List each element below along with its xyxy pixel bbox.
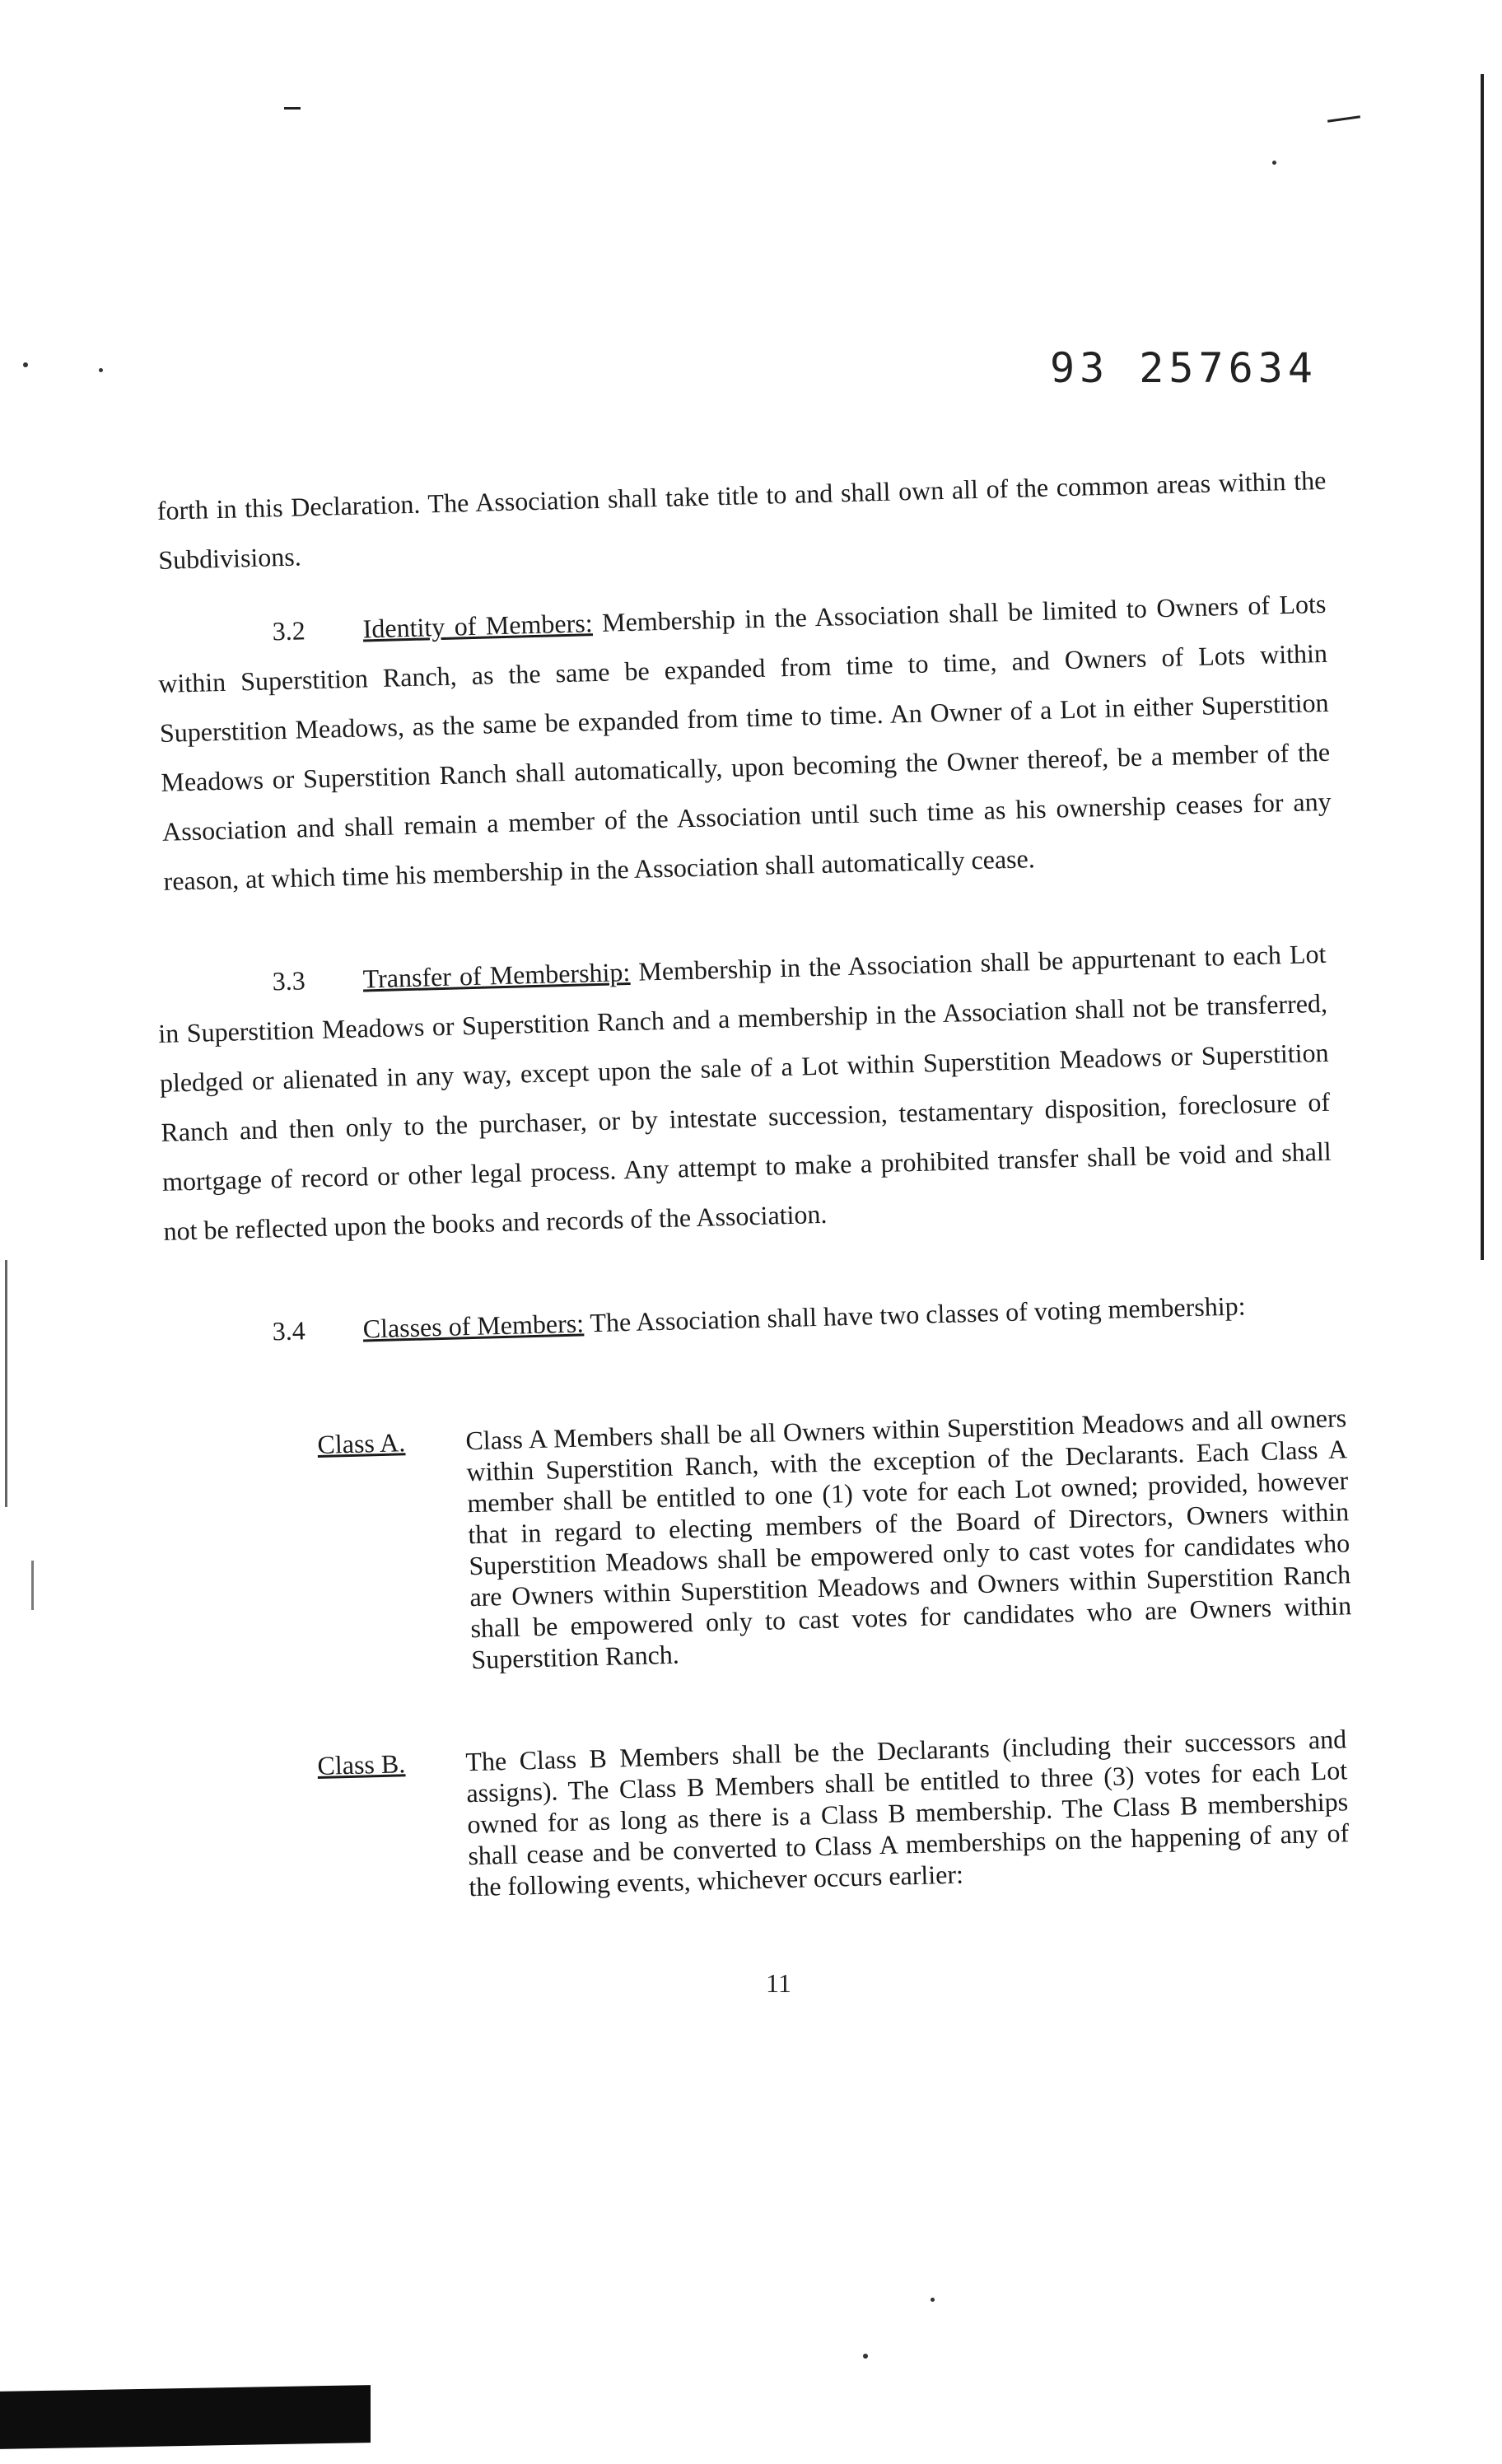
scan-speck	[99, 368, 103, 372]
class-a-entry	[317, 1402, 1353, 1679]
intro-text: forth in this Declaration. The Association shall take title to and shall own all of the common areas within the Subdivisions.	[156, 464, 1327, 575]
class-a-label: Class A.	[317, 1427, 406, 1459]
recording-number: 93 257634	[1050, 344, 1318, 392]
scan-speck	[931, 2298, 935, 2302]
scan-dark-edge	[0, 2385, 371, 2449]
section-paragraph	[156, 929, 1333, 1256]
section-number: 3.3	[272, 965, 306, 996]
section-paragraph	[156, 1279, 1327, 1359]
intro-paragraph	[156, 455, 1328, 585]
section-number: 3.2	[272, 615, 306, 646]
section-paragraph	[156, 579, 1333, 906]
section-3-4	[156, 1279, 1327, 1359]
scan-dash	[284, 107, 301, 110]
section-3-3	[156, 929, 1333, 1256]
scan-edge-line-left-lower	[31, 1561, 34, 1610]
scan-edge-line-right	[1481, 74, 1484, 1260]
scan-edge-line-left	[5, 1260, 7, 1507]
class-b-text: The Class B Members shall be the Declarants (including their successors and assigns). The Class B Members shall be entitled to three (3) votes for each Lot owned for as long as there is a Class B membership. The Class B memberships shall cease and be converted to Class A memberships on the happening of any of the following events, whichever occurs earlier:	[464, 1724, 1350, 1902]
section-3-2	[156, 579, 1333, 906]
section-title: Transfer of Membership:	[362, 956, 631, 994]
scan-speck	[23, 362, 28, 367]
scan-speck	[863, 2354, 868, 2359]
section-text: The Association shall have two classes of voting membership:	[589, 1290, 1246, 1338]
section-text: Membership in the Association shall be appurtenant to each Lot in Superstition Meadows or Superstition Ranch and a membership in the Association shall not be transferred, pledged or alienated in any way, except upon the sale of a Lot within Superstition Meadows or Superstition Ranch and then only to the purchaser, or by intestate succession, testamentary disposition, foreclosure of mortgage of record or other legal process. Any attempt to make a prohibited transfer shall be void and shall not be reflected upon the books and records of the Association.	[157, 938, 1332, 1246]
scan-speck	[1272, 161, 1276, 165]
section-title: Classes of Members:	[362, 1308, 585, 1344]
class-b-entry	[317, 1723, 1350, 1906]
class-b-label: Class B.	[317, 1748, 406, 1780]
section-number: 3.4	[272, 1315, 306, 1346]
section-text: Membership in the Association shall be limited to Owners of Lots within Superstition Ranch, as the same be expanded from time to time, and Owners of Lots within Superstition Meadows, as the same be expanded from time to time. An Owner of a Lot in either Superstition Meadows or Superstition Ranch shall automatically, upon becoming the Owner thereof, be a member of the Association and shall remain a member of the Association until such time as his ownership ceases for any reason, at which time his membership in the Association shall automatically cease.	[157, 588, 1332, 896]
page-number: 11	[766, 1968, 791, 1998]
class-a-text: Class A Members shall be all Owners within Superstition Meadows and all owners within Superstition Ranch, with the exception of the Declarants. Each Class A member shall be entitled to one (1) vote for each Lot owned; provided, however that in regard to electing members of the Board of Directors, Owners within Superstition Meadows shall be empowered only to cast votes for candidates who are Owners within Superstition Meadows and Owners within Superstition Ranch shall be empowered only to cast votes for candidates who are Owners within Superstition Ranch.	[464, 1402, 1352, 1675]
scan-dash	[1327, 115, 1360, 123]
section-title: Identity of Members:	[362, 608, 594, 644]
